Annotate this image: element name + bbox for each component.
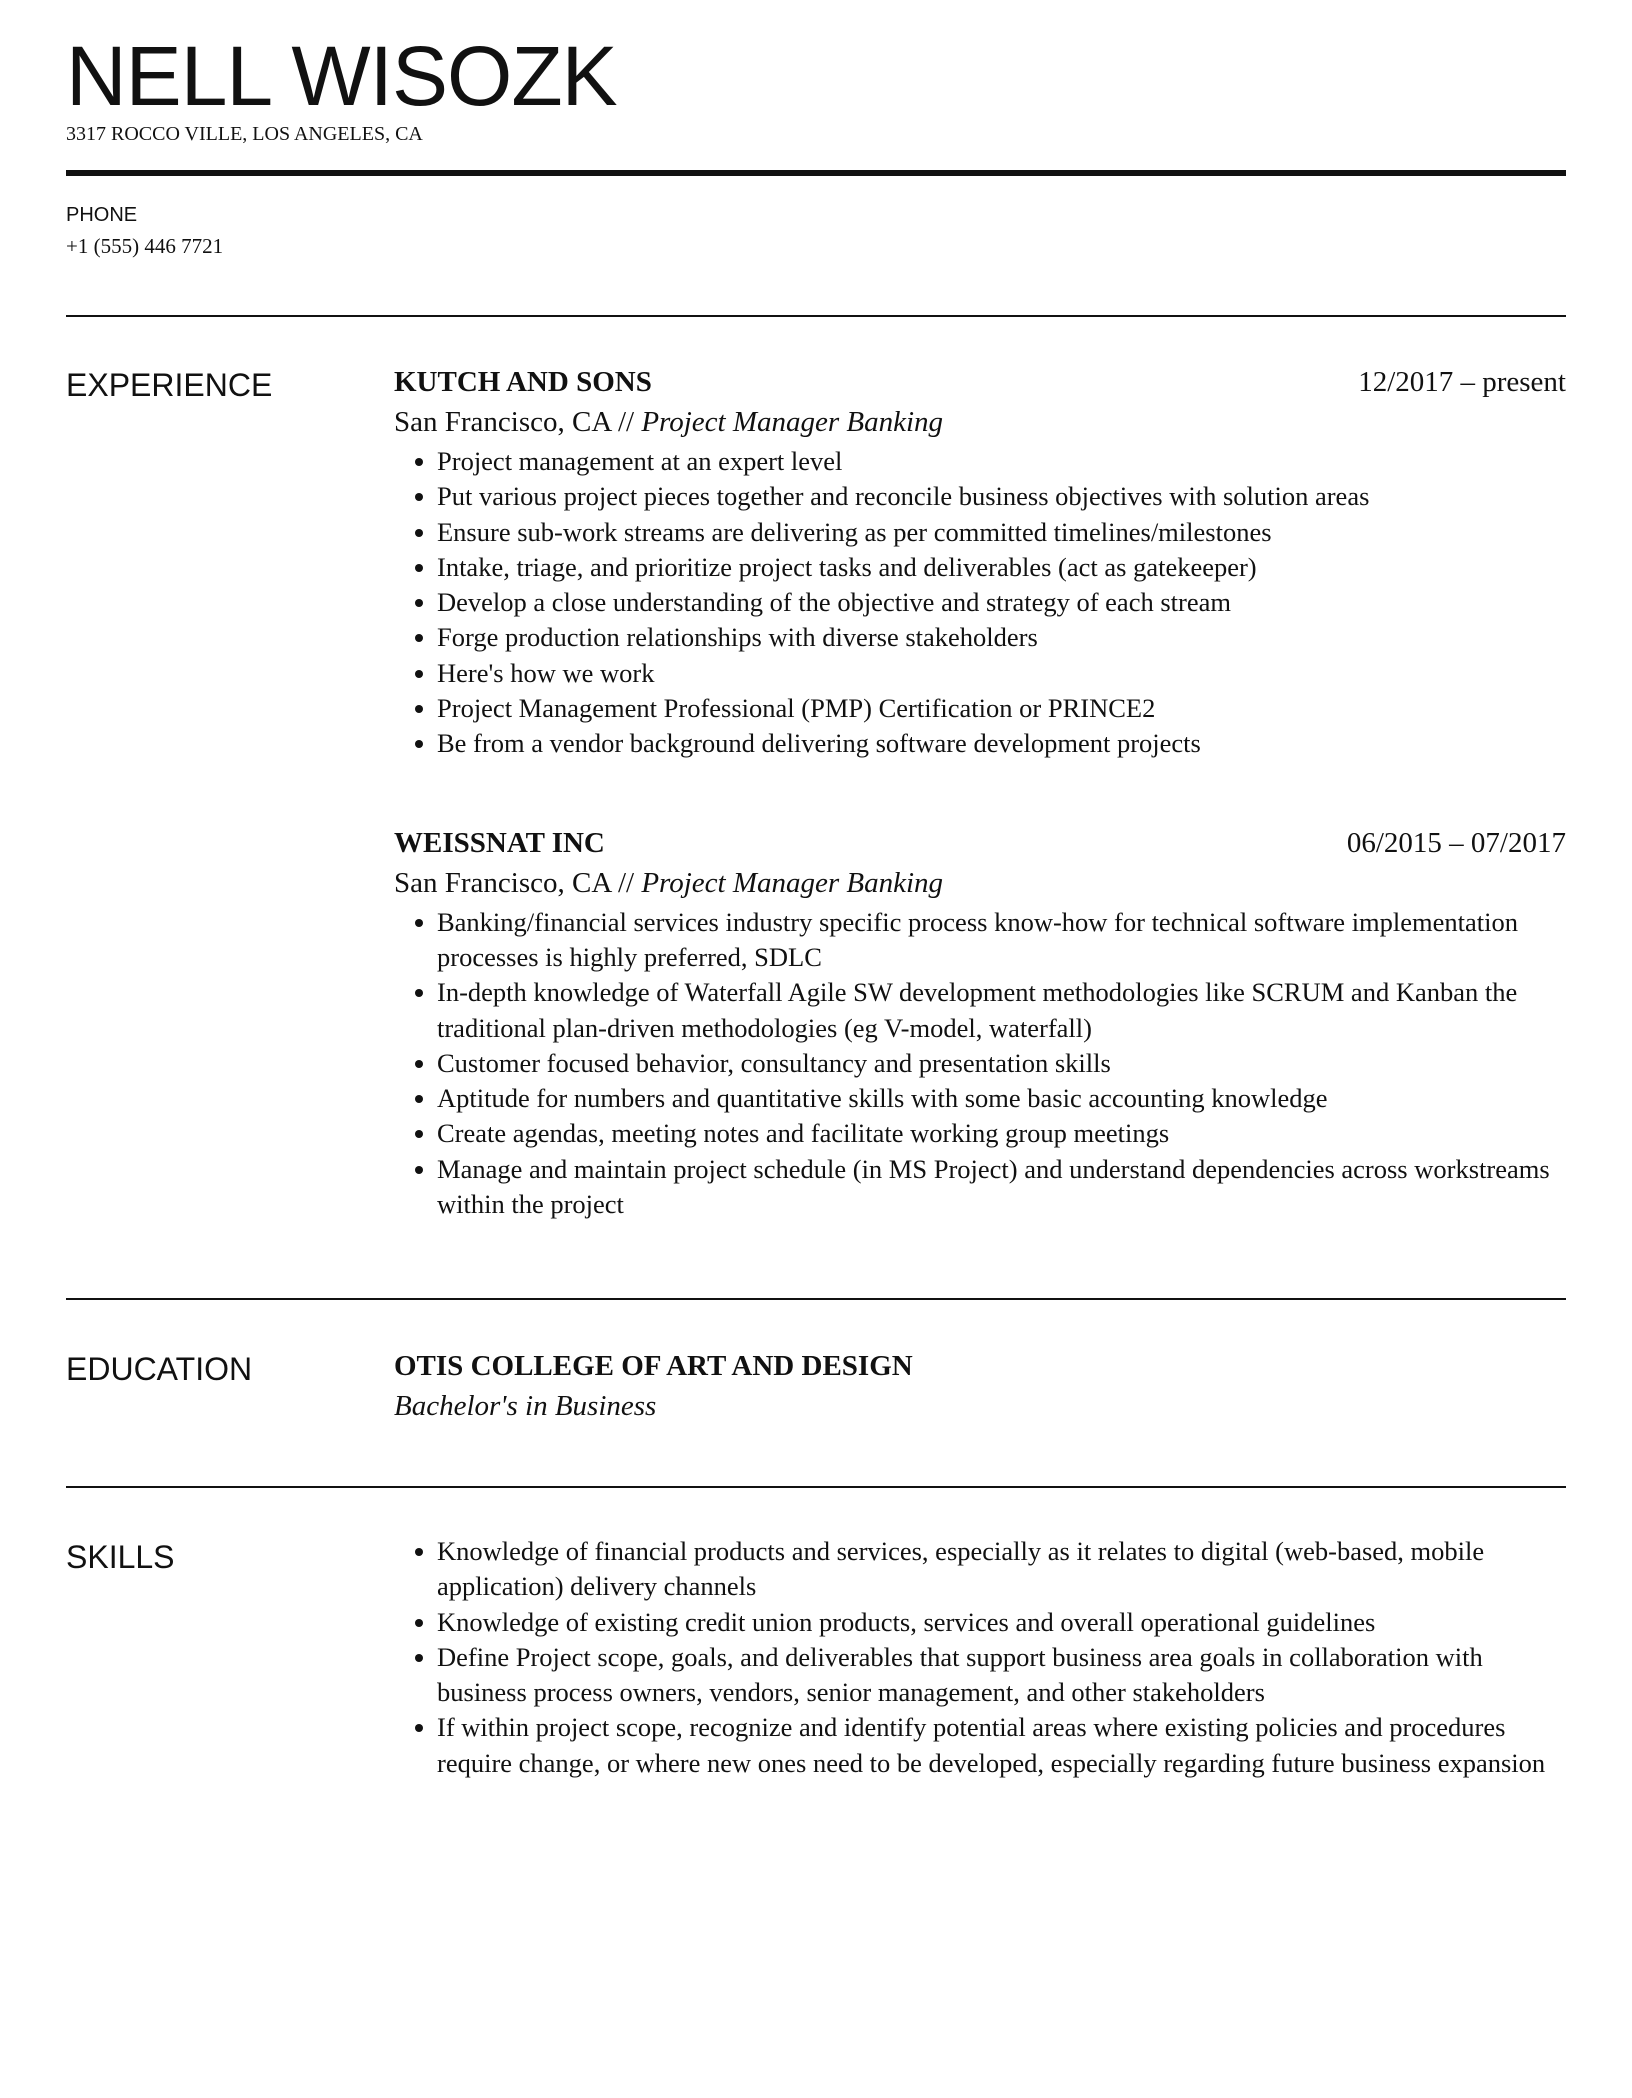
list-item: Here's how we work xyxy=(394,656,1566,691)
list-item: Be from a vendor background delivering software development projects xyxy=(394,726,1566,761)
skills-section xyxy=(394,1534,1566,1781)
list-item: Create agendas, meeting notes and facilitate working group meetings xyxy=(394,1116,1566,1151)
list-item: Knowledge of financial products and services, especially as it relates to digital (web-based, mobile application) delivery channels xyxy=(394,1534,1566,1605)
job-subtitle xyxy=(394,402,1566,442)
subtitle-separator: // xyxy=(610,866,642,899)
subtitle-separator: // xyxy=(610,406,642,438)
education-heading: EDUCATION xyxy=(66,1351,253,1387)
job-dates: 06/2015 – 07/2017 xyxy=(1346,826,1566,859)
list-item: Banking/financial services industry specific process know-how for technical software implementation processes is highly preferred, SDLC xyxy=(394,905,1566,976)
job-location: San Francisco, CA xyxy=(394,406,611,438)
list-item: Customer focused behavior, consultancy and presentation skills xyxy=(394,1046,1566,1081)
list-item: Put various project pieces together and reconcile business objectives with solution areas xyxy=(394,479,1566,514)
list-item: In-depth knowledge of Waterfall Agile SW development methodologies like SCRUM and Kanban the traditional plan-driven methodologies (eg V-model, waterfall) xyxy=(394,975,1566,1046)
header-divider xyxy=(66,170,1566,176)
skills-list xyxy=(394,1534,1566,1781)
job-header xyxy=(394,362,1566,402)
company-name: WEISSNAT INC xyxy=(394,826,605,859)
list-item: Project management at an expert level xyxy=(394,444,1566,479)
school-name: OTIS COLLEGE OF ART AND DESIGN xyxy=(394,1350,913,1382)
section-divider xyxy=(66,1298,1566,1300)
list-item: Develop a close understanding of the objective and strategy of each stream xyxy=(394,585,1566,620)
job-bullets xyxy=(394,905,1566,1223)
section-divider xyxy=(66,315,1566,317)
job-entry xyxy=(394,823,1566,1223)
skills-heading: SKILLS xyxy=(66,1539,175,1575)
list-item: Intake, triage, and prioritize project tasks and deliverables (act as gatekeeper) xyxy=(394,550,1566,585)
education-section xyxy=(394,1346,1566,1426)
list-item: Knowledge of existing credit union products, services and overall operational guidelines xyxy=(394,1605,1566,1640)
job-role: Project Manager Banking xyxy=(641,866,944,899)
section-divider xyxy=(66,1486,1566,1488)
list-item: Aptitude for numbers and quantitative skills with some basic accounting knowledge xyxy=(394,1081,1566,1116)
job-location: San Francisco, CA xyxy=(394,866,611,899)
company-name: KUTCH AND SONS xyxy=(394,366,652,398)
candidate-name: NELL WISOZK xyxy=(66,29,617,123)
experience-section xyxy=(394,362,1566,1222)
list-item: Project Management Professional (PMP) Certification or PRINCE2 xyxy=(394,691,1566,726)
phone-number: +1 (555) 446 7721 xyxy=(66,234,224,258)
list-item: Manage and maintain project schedule (in MS Project) and understand dependencies across workstreams within the project xyxy=(394,1152,1566,1223)
list-item: Define Project scope, goals, and deliverables that support business area goals in collaboration with business process owners, vendors, senior management, and other stakeholders xyxy=(394,1640,1566,1711)
list-item: Forge production relationships with diverse stakeholders xyxy=(394,620,1566,655)
job-dates: 12/2017 – present xyxy=(1358,366,1566,398)
job-entry xyxy=(394,362,1566,762)
list-item: If within project scope, recognize and identify potential areas where existing policies and procedures require change, or where new ones need to be developed, especially regarding future business expansion xyxy=(394,1710,1566,1781)
job-role: Project Manager Banking xyxy=(641,406,944,438)
job-header xyxy=(394,823,1566,863)
degree: Bachelor's in Business xyxy=(394,1390,657,1422)
address: 3317 ROCCO VILLE, LOS ANGELES, CA xyxy=(66,123,423,145)
experience-heading: EXPERIENCE xyxy=(66,367,273,403)
job-bullets xyxy=(394,444,1566,762)
job-subtitle xyxy=(394,863,1566,903)
phone-label: PHONE xyxy=(66,204,138,226)
list-item: Ensure sub-work streams are delivering as per committed timelines/milestones xyxy=(394,515,1566,550)
